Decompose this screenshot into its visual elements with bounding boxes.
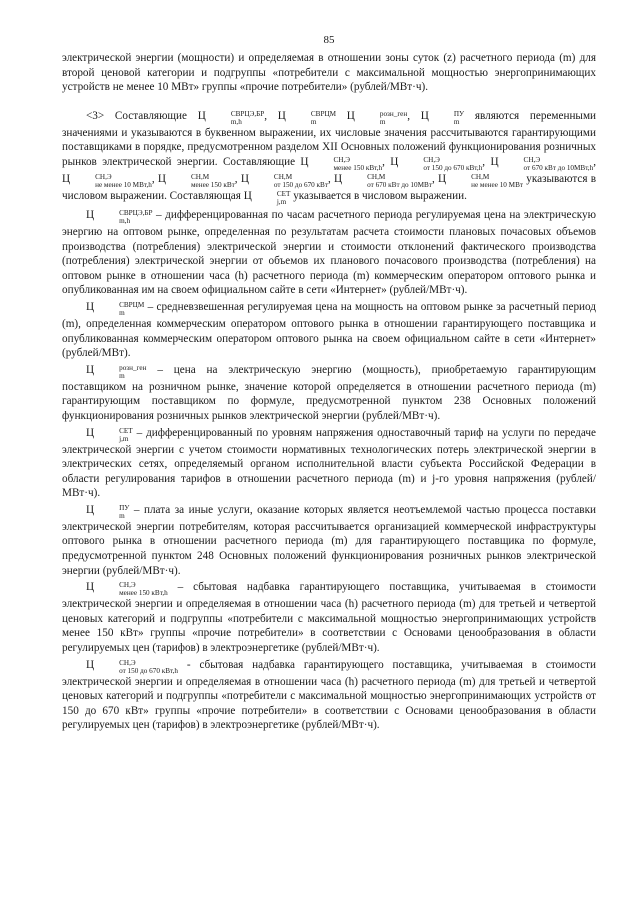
definition-svrcm-text: – средневзвешенная регулируемая цена на мощность на оптовом рынке за расчетный период (m), определенная коммерческим оператором оптового рынка в отношении гарантирующего поставщика и опубликованная коммерческим оператором оптового рынка на своем официальном сайте в сети «Интернет» (рублей/МВт). — [62, 300, 596, 360]
symbol-svrcebr-def: Ц СВРЦЭ,БР m,h — [86, 208, 153, 225]
definition-sne-150-670-text: - сбытовая надбавка гарантирующего поставщика, учитываемая в стоимости электрической энергии и определяемая в отношении часа (h) расчетного периода (m) для третьей и четвертой ценовых категорий и подгруппы «потребители с максимальной мощностью энергопринимающих устройств от 150 до 670 кВт» группы «прочие потребители» в соответствии с Основами ценообразования в области регулируемых цен (тарифов) в электроэнергетике (рублей/МВт·ч). — [62, 658, 596, 732]
symbol-snm-150-670: Ц СН,М от 150 до 670 кВт — [240, 172, 328, 189]
page-number: 85 — [323, 34, 335, 46]
note-3-mid: указываются в числовом выражении. Составляющая — [62, 172, 596, 202]
symbol-snm-670-10: Ц СН,М от 670 кВт до 10МВт — [334, 172, 432, 189]
note-3-paragraph: <3> Составляющие Ц СВРЦЭ,БР m,h , Ц СВРЦМ m Ц розн_ген m , Ц ПУ m являются переменными значениями и указываются в буквенном выражении, их числовые значения рассчитываются гарантирующими поставщиками в порядке, предусмотренном разделом XII Основных положений функционирования розничных рынков электрической энергии. Составляющие Ц СН,Э менее 150 кВт,h , Ц СН,Э от 150 до 670 кВт,h , Ц СН,Э от 670 кВт до 10МВт,h , Ц СН,Э не менее 10 МВт,h , Ц СН,М менее 150 кВт , Ц СН,М от 150 до 670 кВт , Ц СН,М от 670 кВт до 10МВт , Ц СН,М не менее 10 МВт указываются в числовом выражении. Составляющая Ц СЕТ j,m указывается в числовом выражении. — [62, 109, 597, 206]
symbol-svrcebr: Ц СВРЦЭ,БР m,h — [197, 109, 265, 126]
note-3-tail: указывается в числовом выражении. — [293, 189, 467, 202]
symbol-svrcm: Ц СВРЦМ m — [277, 109, 337, 126]
symbol-snm-lt150: Ц СН,М менее 150 кВт — [157, 172, 235, 189]
definition-set-text: – дифференцированный по уровням напряжения одноставочный тариф на услуги по передаче электрической энергии с учетом стоимости нормативных технологических потерь электрической энергии в электрических сетях, определяемый органом исполнительной власти субъекта Российской Федерации в области регулирования тарифов в отношении расчетного периода (m) и j-го уровня напряжения (рублей/МВт·ч). — [62, 426, 596, 500]
note-3-lead: <3> Составляющие — [86, 109, 198, 122]
symbol-rozn-gen-def: Ц розн_ген m — [86, 363, 147, 380]
definition-svrcebr — [62, 208, 596, 298]
symbol-sne-150-670h: Ц СН,Э от 150 до 670 кВт,h — [390, 155, 483, 172]
definition-sne-lt150-text: – сбытовая надбавка гарантирующего поставщика, учитываемая в стоимости электрической энергии и определяемая в отношении часа (h) расчетного периода (m) для третьей и четвертой ценовых категорий и подгруппы «потребители с максимальной мощностью энергопринимающих устройств менее 150 кВт» группы «прочие потребители» в соответствии с Основами ценообразования в области регулируемых цен (тарифов) в электроэнергетике (рублей/МВт·ч). — [62, 581, 596, 655]
symbol-sne-150-670h-def: Ц СН,Э от 150 до 670 кВт,h — [86, 658, 179, 675]
definition-pu — [62, 503, 596, 578]
definition-svrcebr-text: – дифференцированная по часам расчетного периода регулируемая цена на электрическую энергию на оптовом рынке, определенная по результатам расчета стоимости плановых почасовых объемов производства (потребления) электрической энергии и стоимости отклонений фактического производства (потребления) электрической энергии от объемов их планового почасового производства (потребления) на оптовом рынке в отношении часа (h) расчетного периода (m) коммерческим оператором оптового рынка и опубликованная им на своем официальном сайте в сети «Интернет» (рублей/МВт·ч). — [62, 208, 596, 297]
symbol-sne-ge10h: Ц СН,Э не менее 10 МВт,h — [62, 172, 152, 189]
symbol-snm-ge10: Ц СН,М не менее 10 МВт — [438, 172, 523, 189]
symbol-sne-670-10h: Ц СН,Э от 670 кВт до 10МВт,h — [490, 155, 594, 172]
note-3-after-symbols: являются переменными значениями и указываются в буквенном выражении, их числовые значения рассчитываются гарантирующими поставщиками в порядке, предусмотренном разделом XII Основных положений функционирования розничных рынков электрической энергии. Составляющие — [62, 109, 597, 168]
symbol-sne-lt150h-def: Ц СН,Э менее 150 кВт,h — [86, 581, 168, 598]
symbol-rozn-gen: Ц розн_ген m — [346, 109, 408, 126]
symbol-set-def: Ц СЕТ j,m — [86, 426, 133, 443]
definition-set — [62, 426, 596, 501]
symbol-pu: Ц ПУ m — [420, 109, 465, 126]
definition-svrcm — [62, 300, 596, 361]
symbol-set: Ц СЕТ j,m — [243, 189, 291, 206]
definition-sne-150-670 — [62, 658, 596, 733]
definition-sne-lt150 — [62, 580, 596, 655]
symbol-sne-lt150h: Ц СН,Э менее 150 кВт,h — [300, 155, 383, 172]
paragraph-top: электрической энергии (мощности) и определяемая в отношении зоны суток (z) расчетного периода (m) для второй ценовой категории и подгруппы «потребители с максимальной мощностью энергопринимающих устройств не менее 10 МВт» группы «прочие потребители» (рублей/МВт·ч). — [62, 52, 596, 94]
definition-rozn-gen-text: – цена на электрическую энергию (мощность), приобретаемую гарантирующим поставщиком на розничном рынке, значение которой определяется в отношении расчетного периода (m) гарантирующим поставщиком по формуле, предусмотренной пунктом 238 Основных положений функционирования розничных рынков электрической энергии (рублей/МВт·ч). — [62, 363, 596, 422]
symbol-pu-def: Ц ПУ m — [86, 503, 130, 520]
definition-pu-text: – плата за иные услуги, оказание которых является неотъемлемой частью процесса поставки электрической энергии потребителям, которая рассчитывается организацией коммерческой инфраструктуры оптового рынка в отношении расчетного периода (m) для гарантирующего поставщика по формуле, предусмотренной пунктом 248 Основных положений функционирования розничных рынков электрической энергии (рублей/МВт·ч). — [62, 503, 596, 577]
symbol-svrcm-def: Ц СВРЦМ m — [86, 300, 145, 317]
definition-rozn-gen — [62, 363, 596, 424]
